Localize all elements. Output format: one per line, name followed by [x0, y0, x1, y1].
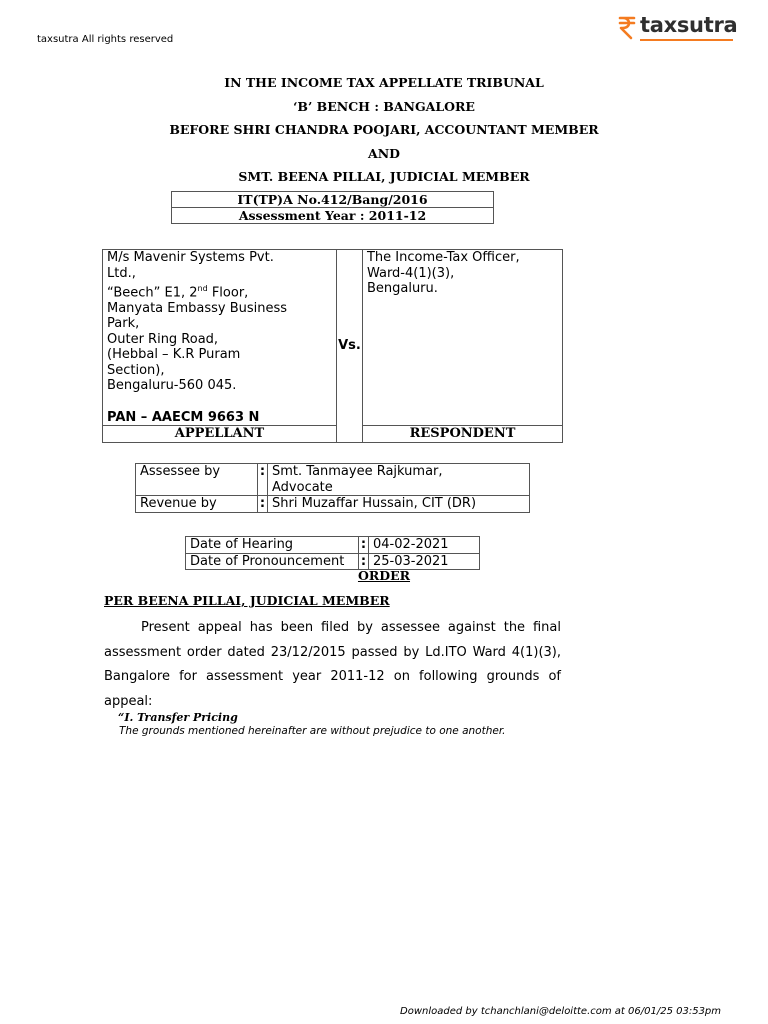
bench-title: ‘B’ BENCH : BANGALORE [293, 99, 475, 114]
and-line: AND [368, 146, 400, 161]
colon: : [258, 464, 268, 496]
appellant-line: Section), [107, 362, 165, 378]
appellant-line: Outer Ring Road, [107, 331, 219, 347]
order-paragraph: Present appeal has been filed by assessee against the final assessment order dated 23/12/2015 passed by Ld.ITO Ward 4(1)(3), Bangalore for assessment year 2011-12 on following grounds of appeal: [104, 620, 561, 709]
rupee-logo-icon [618, 16, 636, 40]
accountant-member-line: BEFORE SHRI CHANDRA POOJARI, ACCOUNTANT MEMBER [169, 122, 599, 137]
appellant-line: (Hebbal – K.R Puram [107, 347, 241, 363]
taxsutra-logo[interactable] [618, 12, 738, 42]
parties-table [102, 249, 563, 443]
judicial-member-line: SMT. BEENA PILLAI, JUDICIAL MEMBER [238, 169, 530, 184]
download-footer: Downloaded by tchanchlani@deloitte.com at 06/01/25 03:53pm [400, 1006, 722, 1017]
appellant-line: M/s Mavenir Systems Pvt. [107, 250, 274, 265]
hearing-date-value: 04-02-2021 [369, 537, 480, 554]
appellant-line: “Beech” E1, 2nd Floor, [107, 284, 249, 301]
pronouncement-date-value: 25-03-2021 [369, 553, 480, 570]
colon: : [359, 537, 369, 554]
appellant-line: Bengaluru-560 045. [107, 378, 237, 394]
respondent-line: Ward-4(1)(3), [366, 265, 455, 281]
respondent-line: Bengaluru. [366, 281, 438, 296]
pronouncement-date-label: Date of Pronouncement [186, 553, 359, 570]
logo-wordmark: taxsutra [640, 13, 738, 37]
representatives-table [135, 463, 530, 513]
copyright-text: taxsutra All rights reserved [37, 34, 174, 45]
versus-cell: Vs. [336, 250, 362, 443]
respondent-label: RESPONDENT [362, 426, 562, 443]
appellant-cell [103, 250, 337, 426]
colon: : [359, 553, 369, 570]
appellant-pan: PAN – AAECM 9663 N [107, 409, 260, 425]
case-number: IT(TP)A No.412/Bang/2016 [172, 192, 494, 208]
order-title: ORDER [357, 568, 411, 583]
case-number-table [171, 191, 494, 224]
dates-table [185, 536, 480, 570]
colon: : [258, 496, 268, 513]
appellant-label: APPELLANT [103, 426, 337, 443]
ground-text: The grounds mentioned hereinafter are without prejudice to one another. [119, 725, 506, 737]
appellant-line: Ltd., [107, 265, 136, 281]
revenue-label: Revenue by [136, 496, 258, 513]
ground-title: “I. Transfer Pricing [118, 711, 238, 724]
hearing-date-label: Date of Hearing [186, 537, 359, 554]
respondent-line: The Income-Tax Officer, [366, 250, 520, 265]
tribunal-title: IN THE INCOME TAX APPELLATE TRIBUNAL [224, 75, 544, 90]
per-member-heading: PER BEENA PILLAI, JUDICIAL MEMBER [104, 593, 390, 608]
revenue-value: Shri Muzaffar Hussain, CIT (DR) [268, 496, 530, 513]
appellant-line: Manyata Embassy Business [107, 300, 288, 316]
respondent-cell [362, 250, 562, 426]
assessee-value: Smt. Tanmayee Rajkumar, Advocate [268, 464, 530, 496]
assessee-label: Assessee by [136, 464, 258, 496]
appellant-line: Park, [107, 316, 140, 332]
assessment-year: Assessment Year : 2011-12 [172, 208, 494, 224]
logo-underline [640, 39, 733, 41]
